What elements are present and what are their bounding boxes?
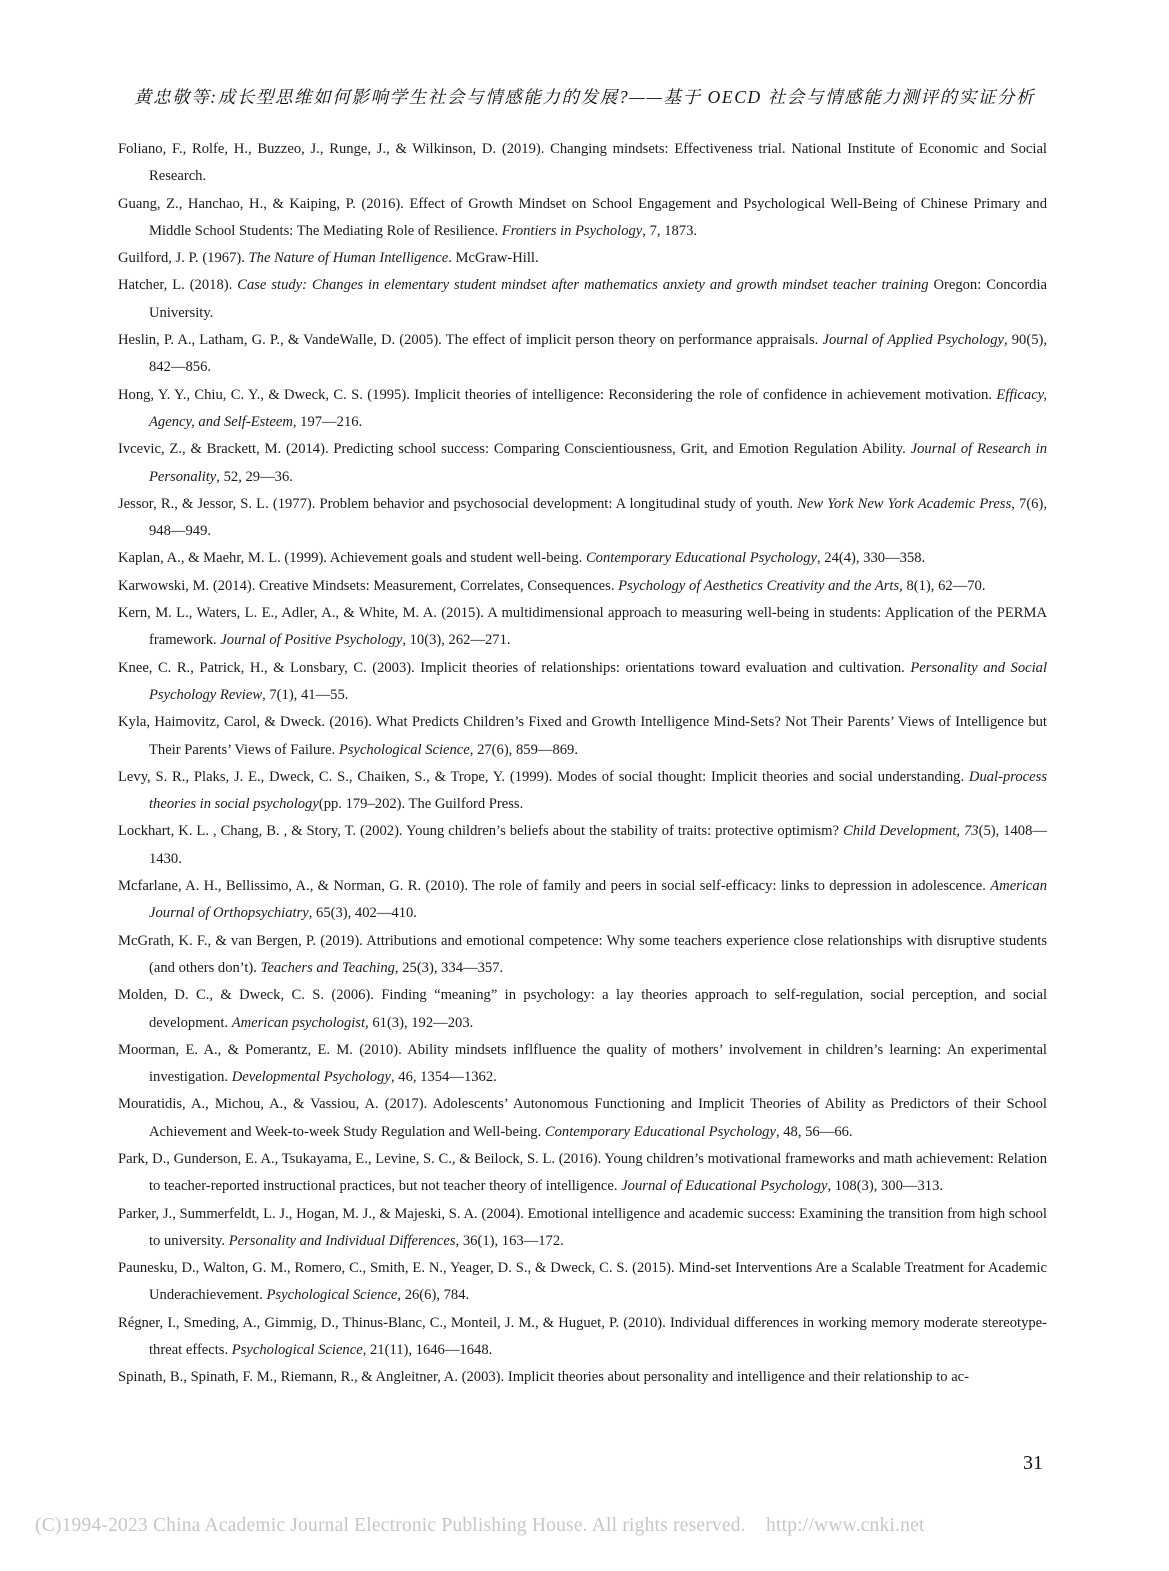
page-number: 31 <box>1023 1452 1043 1474</box>
reference-item: Park, D., Gunderson, E. A., Tsukayama, E., Levine, S. C., & Beilock, S. L. (2016). Young children’s motivational frameworks and math achievement: Relation to teacher-reported instructional practices, but not teacher theory of intelligence. Journal of Educational Psychology, 108(3), 300—313. <box>118 1150 1047 1195</box>
reference-item: Mouratidis, A., Michou, A., & Vassiou, A. (2017). Adolescents’ Autonomous Functioning and Implicit Theories of Ability as Predictors of their School Achievement and Week-to-week Study Regulation and Well-being. Contemporary Educational Psychology, 48, 56—66. <box>118 1096 1047 1140</box>
reference-item: Karwowski, M. (2014). Creative Mindsets: Measurement, Correlates, Consequences. Psychology of Aesthetics Creativity and the Arts, 8(1), 62—70. <box>118 577 986 594</box>
reference-item: Hong, Y. Y., Chiu, C. Y., & Dweck, C. S. (1995). Implicit theories of intelligence: Reconsidering the role of confidence in achievement motivation. Efficacy, Agency, and Self-Esteem, 197—216. <box>118 386 1047 430</box>
reference-item: Kern, M. L., Waters, L. E., Adler, A., & White, M. A. (2015). A multidimensional approach to measuring well-being in students: Application of the PERMA framework. Journal of Positive Psychology, 10(3), 262—271. <box>118 605 1047 649</box>
reference-item: Hatcher, L. (2018). Case study: Changes in elementary student mindset after mathematics anxiety and growth mindset teacher training Oregon: Concordia University. <box>118 277 1048 321</box>
reference-item: Kyla, Haimovitz, Carol, & Dweck. (2016). What Predicts Children’s Fixed and Growth Intelligence Mind-Sets? Not Their Parents’ Views of Intelligence but Their Parents’ Views of Failure. Psychological Science, 27(6), 859—869. <box>118 714 1047 758</box>
reference-item: Régner, I., Smeding, A., Gimmig, D., Thinus-Blanc, C., Monteil, J. M., & Huguet, P. (2010). Individual differences in working memory moderate stereotype-threat effects. Psychological Science, 21(11), 1646—1648. <box>118 1314 1047 1359</box>
reference-item: Parker, J., Summerfeldt, L. J., Hogan, M. J., & Majeski, S. A. (2004). Emotional intelligence and academic success: Examining the transition from high school to university. Personality and Individual Differences, 36(1), 163—172. <box>118 1205 1047 1249</box>
reference-item: Lockhart, K. L. , Chang, B. , & Story, T. (2002). Young children’s beliefs about the stability of traits: protective optimism? Child Development, 73(5), 1408—1430. <box>118 823 1047 867</box>
reference-item: Spinath, B., Spinath, F. M., Riemann, R., & Angleitner, A. (2003). Implicit theories about personality and intelligence and their relationship to ac- <box>118 1369 970 1386</box>
reference-item: McGrath, K. F., & van Bergen, P. (2019). Attributions and emotional competence: Why some teachers experience close relationships with disruptive students (and others don’t). Teachers and Teaching, 25(3), 334—357. <box>118 932 1047 976</box>
reference-item: Paunesku, D., Walton, G. M., Romero, C., Smith, E. N., Yeager, D. S., & Dweck, C. S. (2015). Mind-set Interventions Are a Scalable Treatment for Academic Underachievement. Psychological Science, 26(6), 784. <box>118 1260 1047 1304</box>
reference-item: Moorman, E. A., & Pomerantz, E. M. (2010). Ability mindsets inflfluence the quality of mothers’ involvement in children’s learning: An experimental investigation. Developmental Psychology, 46, 1354—1362. <box>118 1041 1047 1086</box>
reference-item: Heslin, P. A., Latham, G. P., & VandeWalle, D. (2005). The effect of implicit person theory on performance appraisals. Journal of Applied Psychology, 90(5), 842—856. <box>118 332 1048 376</box>
reference-item: Jessor, R., & Jessor, S. L. (1977). Problem behavior and psychosocial development: A longitudinal study of youth. New York New York Academic Press, 7(6), 948—949. <box>118 495 1047 540</box>
reference-item: Knee, C. R., Patrick, H., & Lonsbary, C. (2003). Implicit theories of relationships: orientations toward evaluation and cultivation. Personality and Social Psychology Review, 7(1), 41—55. <box>118 659 1047 703</box>
reference-item: Ivcevic, Z., & Brackett, M. (2014). Predicting school success: Comparing Conscientiousness, Grit, and Emotion Regulation Ability. Journal of Research in Personality, 52, 29—36. <box>118 441 1047 485</box>
reference-item: Guilford, J. P. (1967). The Nature of Human Intelligence. McGraw-Hill. <box>118 250 539 267</box>
reference-item: Mcfarlane, A. H., Bellissimo, A., & Norman, G. R. (2010). The role of family and peers in social self-efficacy: links to depression in adolescence. American Journal of Orthopsychiatry, 65(3), 402—410. <box>118 878 1047 922</box>
reference-item: Foliano, F., Rolfe, H., Buzzeo, J., Runge, J., & Wilkinson, D. (2019). Changing mindsets: Effectiveness trial. National Institute of Economic and Social Research. <box>118 141 1047 185</box>
copyright-footer: (C)1994-2023 China Academic Journal Electronic Publishing House. All rights reserved. http://www.cnki.net <box>35 1515 925 1536</box>
reference-item: Molden, D. C., & Dweck, C. S. (2006). Finding “meaning” in psychology: a lay theories approach to self-regulation, social perception, and social development. American psychologist, 61(3), 192—203. <box>118 987 1047 1031</box>
running-header: 黄忠敬等:成长型思维如何影响学生社会与情感能力的发展?——基于 OECD 社会与情感能力测评的实证分析 <box>133 87 1036 107</box>
reference-item: Guang, Z., Hanchao, H., & Kaiping, P. (2016). Effect of Growth Mindset on School Engagement and Psychological Well-Being of Chinese Primary and Middle School Students: The Mediating Role of Resilience. Frontiers in Psychology, 7, 1873. <box>118 195 1047 239</box>
reference-item: Kaplan, A., & Maehr, M. L. (1999). Achievement goals and student well-being. Contemporary Educational Psychology, 24(4), 330—358. <box>118 550 926 567</box>
reference-list <box>118 136 1047 1392</box>
reference-item: Levy, S. R., Plaks, J. E., Dweck, C. S., Chaiken, S., & Trope, Y. (1999). Modes of social thought: Implicit theories and social understanding. Dual-process theories in social psychology(pp. 179–202). The Guilford Press. <box>118 768 1047 813</box>
